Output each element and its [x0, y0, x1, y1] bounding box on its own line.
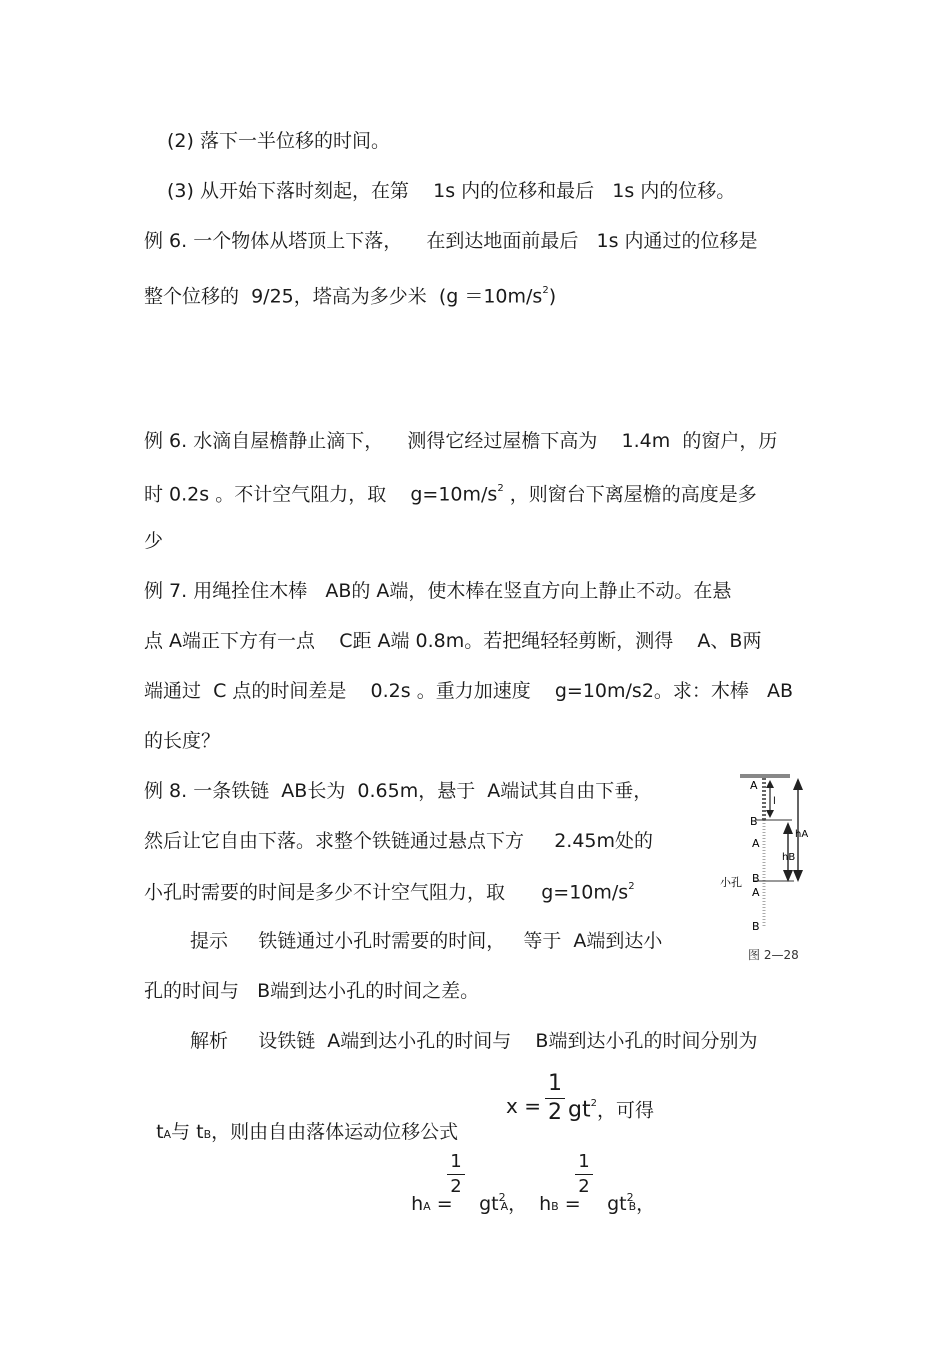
label-l: l [773, 796, 776, 807]
formula-gt: $gt^2$，可得 [568, 1097, 654, 1123]
line-14: 小孔时需要的时间是多少不计空气阻力，取 $g=10m/s^2$ [144, 881, 635, 904]
line-10: 端通过 C 点的时间差是 0.2s 。重力加速度 g=10m/s2。求：木棒 AB [144, 680, 794, 702]
line-15: 提示 铁链通过小孔时需要的时间， 等于 A端到达小 [190, 930, 663, 952]
chain-figure [712, 768, 822, 968]
line-18: tA与 tB，则由自由落体运动位移公式 [156, 1121, 459, 1143]
formula-x: x = [506, 1094, 541, 1118]
line-16: 孔的时间与 B端到达小孔的时间之差。 [144, 980, 480, 1002]
equation-hA: hA = [411, 1193, 453, 1215]
line-5: 例 6. 水滴自屋檐静止滴下， 测得它经过屋檐下高为 1.4m 的窗户，历 [144, 430, 778, 452]
line-3: 例 6. 一个物体从塔顶上下落， 在到达地面前最后 1s 内通过的位移是 [144, 230, 758, 252]
line-12: 例 8. 一条铁链 AB长为 0.65m，悬于 A端试其自由下垂， [144, 780, 653, 802]
fraction-hB: 1 2 [575, 1152, 593, 1197]
label-A2: A [752, 837, 760, 850]
line-9: 点 A端正下方有一点 C距 A端 0.8m。若把绳轻轻剪断，测得 A、B两 [144, 630, 762, 652]
label-B2: B [752, 872, 760, 885]
label-hA: hA [795, 829, 809, 840]
label-B1: B [750, 815, 758, 828]
formula-fraction: 1 2 [545, 1072, 565, 1125]
line-4: 整个位移的 9/25，塔高为多少米 $(g =10m/s^2)$ [144, 285, 557, 308]
line-6: 时 0.2s 。不计空气阻力，取 $g=10m/s^2$ ，则窗台下离屋檐的高度是多 [144, 483, 757, 506]
ceiling-bar [740, 774, 790, 778]
line-2: (3) 从开始下落时刻起，在第 1s 内的位移和最后 1s 内的位移。 [167, 180, 736, 202]
label-B3: B [752, 920, 760, 933]
line-17: 解析 设铁链 A端到达小孔的时间与 B端到达小孔的时间分别为 [190, 1030, 758, 1052]
fraction-hA: 1 2 [447, 1152, 465, 1197]
equation-hA-rhs: $gt^2A$， [479, 1191, 528, 1215]
equation-hB-rhs: $gt^2B$， [607, 1191, 656, 1215]
line-7: 少 [144, 530, 164, 552]
figure-caption: 图 2—28 [748, 948, 799, 962]
equation-hB: hB = [539, 1193, 581, 1215]
label-A1: A [750, 779, 758, 792]
label-hB: hB [782, 852, 796, 863]
line-1: (2) 落下一半位移的时间。 [167, 130, 390, 152]
label-A3: A [752, 886, 760, 899]
line-13: 然后让它自由下落。求整个铁链通过悬点下方 2.45m处的 [144, 830, 654, 852]
label-hole: 小孔 [720, 876, 742, 889]
chain-diagram [712, 768, 822, 948]
line-8: 例 7. 用绳拴住木棒 AB的 A端，使木棒在竖直方向上静止不动。在悬 [144, 580, 732, 602]
line-11: 的长度？ [144, 730, 221, 752]
